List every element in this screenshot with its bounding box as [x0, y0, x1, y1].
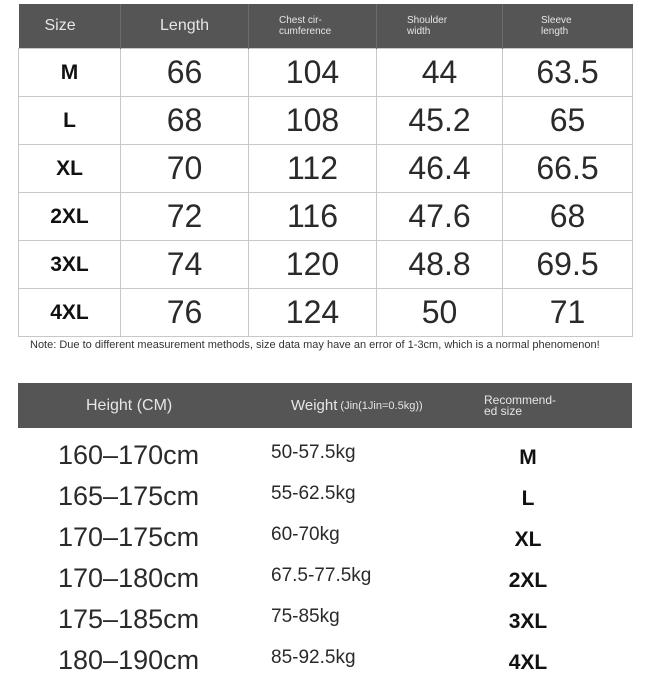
- size-chart-table: [18, 4, 633, 337]
- height-range: 180–190cm: [58, 645, 200, 675]
- shoulder-cell: 44: [377, 49, 503, 97]
- length-cell: 72: [121, 193, 249, 241]
- header-height: Height (CM): [86, 396, 173, 414]
- table-row: [19, 97, 633, 145]
- shoulder-cell: 50: [377, 289, 503, 337]
- recommended-size: L: [521, 487, 535, 510]
- chest-cell: 116: [249, 193, 377, 241]
- header-weight: [291, 383, 423, 428]
- recommended-size: 4XL: [508, 651, 548, 674]
- header-length: Length: [121, 4, 249, 49]
- header-weight-label: Weight: [291, 397, 338, 414]
- chest-cell: 108: [249, 97, 377, 145]
- size-cell: L: [19, 97, 121, 145]
- list-item: [0, 522, 650, 563]
- weight-range: 67.5-77.5kg: [271, 565, 372, 586]
- table-row: [19, 145, 633, 193]
- recommended-size: 3XL: [508, 610, 548, 633]
- chest-cell: 120: [249, 241, 377, 289]
- length-cell: 70: [121, 145, 249, 193]
- size-cell: XL: [19, 145, 121, 193]
- height-range: 160–170cm: [58, 440, 200, 470]
- list-item: [0, 481, 650, 522]
- header-recommended-line1: Recommend-: [484, 392, 557, 407]
- chest-cell: 112: [249, 145, 377, 193]
- header-recommended-line2: ed size: [484, 403, 523, 418]
- sleeve-cell: 68: [503, 193, 633, 241]
- weight-range: 60-70kg: [271, 524, 340, 545]
- length-cell: 76: [121, 289, 249, 337]
- length-cell: 74: [121, 241, 249, 289]
- recommendation-header: [18, 383, 632, 428]
- height-range: 175–185cm: [58, 604, 200, 634]
- table-row: [19, 241, 633, 289]
- weight-range: 75-85kg: [271, 606, 340, 627]
- chest-cell: 104: [249, 49, 377, 97]
- height-range: 170–180cm: [58, 563, 200, 593]
- sleeve-cell: 71: [503, 289, 633, 337]
- height-range: 165–175cm: [58, 481, 200, 511]
- table-row: [19, 289, 633, 337]
- header-chest-circumference: Chest cir- cumference: [249, 4, 377, 49]
- sleeve-cell: 66.5: [503, 145, 633, 193]
- list-item: [0, 645, 650, 686]
- height-range: 170–175cm: [58, 522, 200, 552]
- measurement-note: Note: Due to different measurement methods, size data may have an error of 1-3cm, which is a normal phenomenon!: [30, 339, 600, 351]
- shoulder-cell: 45.2: [377, 97, 503, 145]
- header-sleeve-length: Sleeve length: [503, 4, 633, 49]
- list-item: [0, 604, 650, 645]
- size-cell: 2XL: [19, 193, 121, 241]
- header-recommended-size: [484, 383, 556, 428]
- sleeve-cell: 65: [503, 97, 633, 145]
- table-row: [19, 49, 633, 97]
- sleeve-cell: 69.5: [503, 241, 633, 289]
- length-cell: 66: [121, 49, 249, 97]
- size-chart-header-row: [19, 4, 633, 49]
- size-cell: 3XL: [19, 241, 121, 289]
- sleeve-cell: 63.5: [503, 49, 633, 97]
- header-weight-unit: (Jin(1Jin=0.5kg)): [340, 399, 423, 412]
- weight-range: 55-62.5kg: [271, 483, 356, 504]
- header-size: Size: [19, 4, 121, 49]
- recommendation-list: [0, 440, 650, 686]
- list-item: [0, 563, 650, 604]
- header-shoulder-width: Shoulder width: [377, 4, 503, 49]
- size-cell: M: [19, 49, 121, 97]
- recommended-size: 2XL: [508, 569, 548, 592]
- list-item: [0, 440, 650, 481]
- recommended-size: XL: [514, 528, 542, 551]
- shoulder-cell: 46.4: [377, 145, 503, 193]
- shoulder-cell: 47.6: [377, 193, 503, 241]
- size-cell: 4XL: [19, 289, 121, 337]
- length-cell: 68: [121, 97, 249, 145]
- chest-cell: 124: [249, 289, 377, 337]
- weight-range: 85-92.5kg: [271, 647, 356, 668]
- weight-range: 50-57.5kg: [271, 442, 356, 463]
- shoulder-cell: 48.8: [377, 241, 503, 289]
- recommended-size: M: [519, 446, 537, 469]
- table-row: [19, 193, 633, 241]
